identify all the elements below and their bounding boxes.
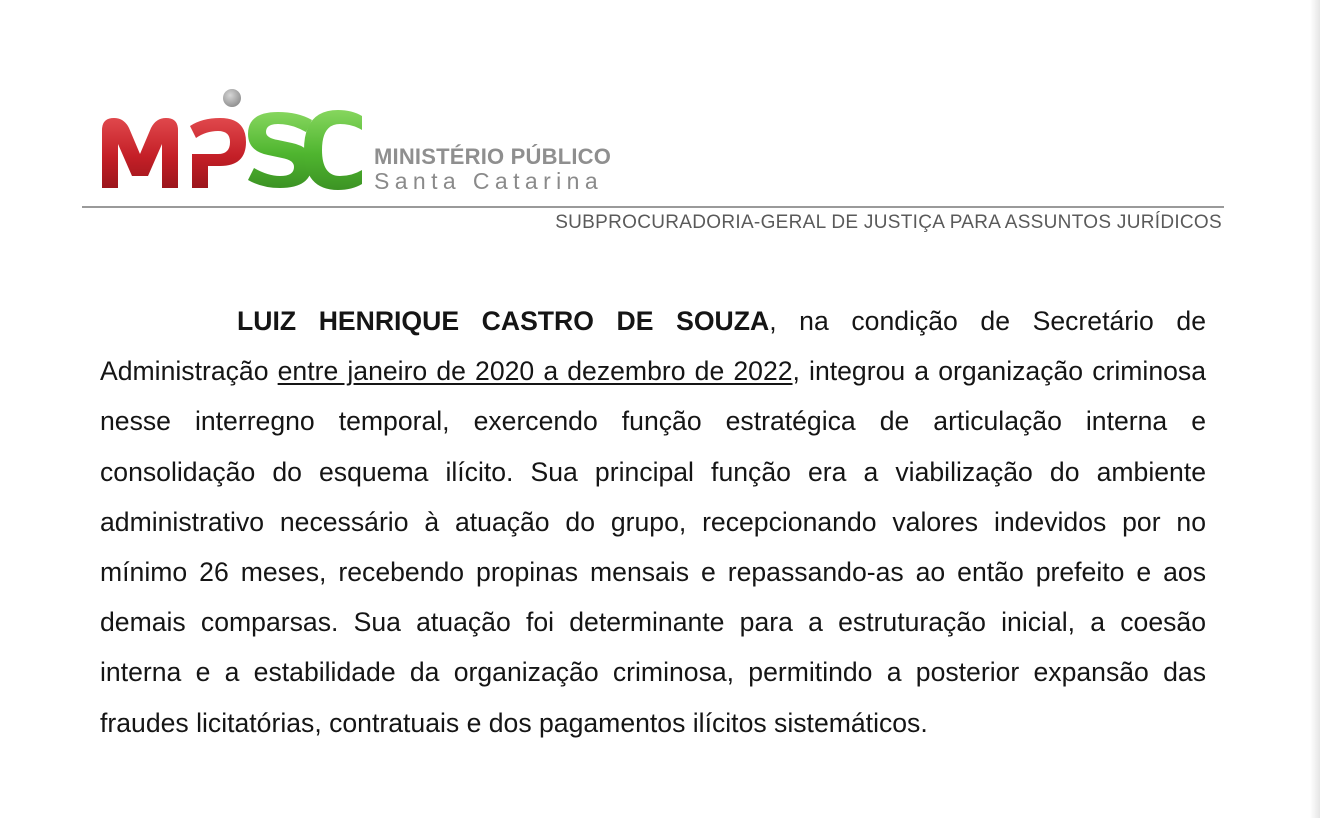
logo-institution-name: MINISTÉRIO PÚBLICO [374, 144, 612, 169]
letterhead [82, 88, 1224, 248]
header-divider [82, 206, 1224, 208]
logo-state-name: Santa Catarina [374, 168, 604, 194]
document-paragraph [100, 296, 1206, 748]
page-edge-shadow [1310, 0, 1320, 818]
defendant-name: LUIZ HENRIQUE CASTRO DE SOUZA [237, 306, 770, 336]
mpsc-logo-icon [96, 88, 366, 198]
paragraph-text-part1: , na condição de Secretário de Administração [100, 306, 1207, 387]
period-underlined: entre janeiro de 2020 a dezembro de 2022 [277, 356, 793, 387]
logo-text [372, 144, 652, 200]
paragraph-text-part2: , integrou a organização criminosa nesse interregno temporal, exercendo função estratégica de articulação interna e consolidação do esquema ilícito. Sua principal função era a viabilização do ambiente administrativo necessário à atuação do grupo, recepcionando valores indevidos por no mínimo 26 meses, recebendo propinas mensais e repassando-as ao então prefeito e aos demais comparsas. Sua atuação foi determinante para a estruturação inicial, a coesão interna e a estabilidade da organização criminosa, permitindo a posterior expansão das fraudes licitatórias, contratuais e dos pagamentos ilícitos sistemáticos. [100, 356, 1207, 738]
department-subtitle: SUBPROCURADORIA-GERAL DE JUSTIÇA PARA ASSUNTOS JURÍDICOS [555, 212, 1222, 233]
